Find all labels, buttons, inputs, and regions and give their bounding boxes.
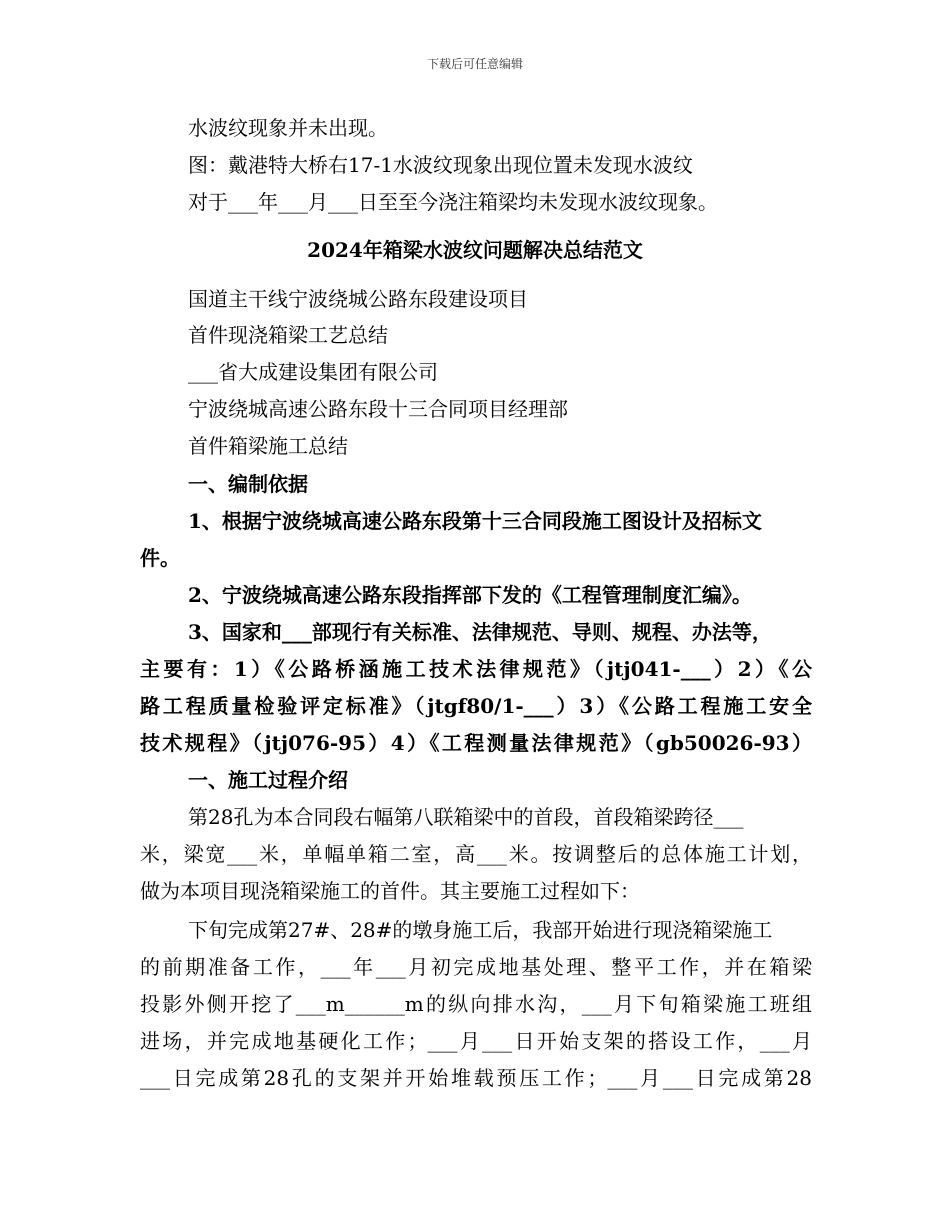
text-line: 对于___年___月___日至至今浇注箱梁均未发现水波纹现象。 [188, 190, 718, 214]
text-line: 国道主干线宁波绕城公路东段建设项目 [188, 287, 528, 311]
text-line: 件。 [140, 546, 180, 570]
text-line: 首件现浇箱梁工艺总结 [188, 323, 388, 347]
text-line: 做为本项目现浇箱梁施工的首件。其主要施工过程如下： [140, 879, 640, 903]
text-line: 路工程质量检验评定标准》（jtgf80/1-___）3）《公路工程施工安全 [140, 694, 812, 718]
text-line: ___省大成建设集团有限公司 [188, 360, 438, 384]
text-line: 1、根据宁波绕城高速公路东段第十三合同段施工图设计及招标文 [188, 509, 762, 533]
document-title: 2024年箱梁水波纹问题解决总结范文 [307, 238, 643, 262]
text-line: 2、宁波绕城高速公路东段指挥部下发的《工程管理制度汇编》。 [188, 583, 752, 607]
text-line: 的前期准备工作，___年___月初完成地基处理、整平工作，并在箱梁 [140, 955, 812, 979]
text-line: 米，梁宽___米，单幅单箱二室，高___米。按调整后的总体施工计划， [140, 842, 812, 866]
text-line: ___日完成第28孔的支架并开始堆载预压工作；___月___日完成第28 [140, 1066, 812, 1090]
text-line: 技术规程》（jtj076-95）4）《工程测量法律规范》（gb50026-93） [140, 731, 812, 755]
text-line: 投影外侧开挖了___m______m的纵向排水沟，___月下旬箱梁施工班组 [140, 992, 812, 1016]
text-line: 首件箱梁施工总结 [188, 434, 348, 458]
section-heading: 一、编制依据 [188, 472, 308, 496]
text-line: 3、国家和___部现行有关标准、法律规范、导则、规程、办法等， [188, 620, 772, 644]
text-line: 主要有：1）《公路桥涵施工技术法律规范》（jtj041-___）2）《公 [140, 657, 812, 681]
text-line: 第28孔为本合同段右幅第八联箱梁中的首段，首段箱梁跨径___ [188, 805, 744, 829]
page-header: 下载后可任意编辑 [426, 57, 523, 71]
text-line: 图：戴港特大桥右17-1水波纹现象出现位置未发现水波纹 [188, 153, 693, 177]
text-line: 宁波绕城高速公路东段十三合同项目经理部 [188, 397, 568, 421]
text-line: 进场，并完成地基硬化工作；___月___日开始支架的搭设工作，___月 [140, 1029, 812, 1053]
text-line: 下旬完成第27#、28#的墩身施工后，我部开始进行现浇箱梁施工 [188, 918, 773, 942]
text-line: 水波纹现象并未出现。 [188, 116, 388, 140]
section-heading: 一、施工过程介绍 [188, 768, 348, 792]
